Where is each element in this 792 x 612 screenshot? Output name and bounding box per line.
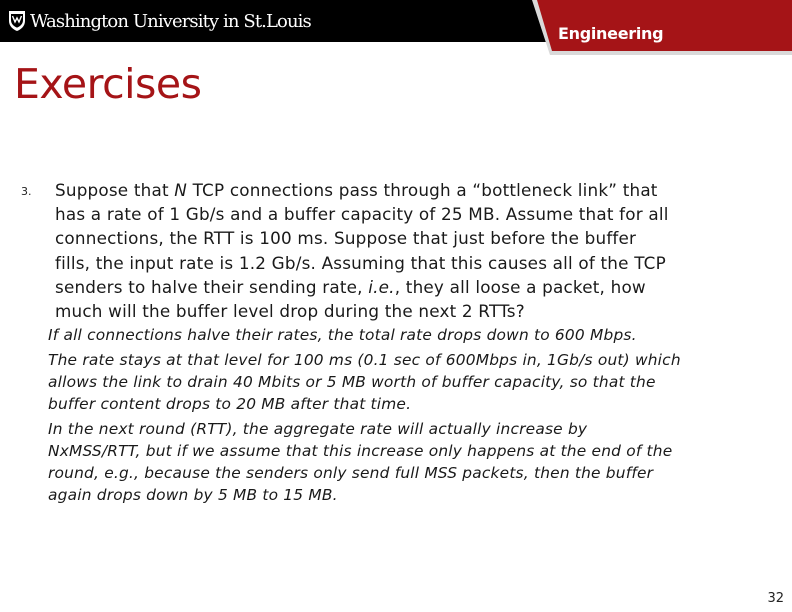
answer-line: again drops down by 5 MB to 15 MB. [48,486,338,504]
exercise-number: 3. [21,185,32,198]
question-line: senders to halve their sending rate, i.e., they all loose a packet, how [55,276,646,297]
answer-line: round, e.g., because the senders only send full MSS packets, then the buffer [48,464,654,482]
university-logo-text: Washington University in St.Louis [30,10,311,32]
answer-line: allows the link to drain 40 Mbits or 5 MB worth of buffer capacity, so that the [48,373,656,391]
answer-line: The rate stays at that level for 100 ms (0.1 sec of 600Mbps in, 1Gb/s out) which [48,351,681,369]
question-line: has a rate of 1 Gb/s and a buffer capacity of 25 MB. Assume that for all [55,204,669,225]
question-line: fills, the input rate is 1.2 Gb/s. Assuming that this causes all of the TCP [55,252,666,273]
page-number: 32 [767,591,784,606]
question-line: connections, the RTT is 100 ms. Suppose that just before the buffer [55,228,637,249]
answer-section [48,324,788,509]
engineering-label: Engineering [558,24,664,43]
engineering-tab[interactable] [532,0,792,55]
answer-line: NxMSS/RTT, but if we assume that this increase only happens at the end of the [48,442,673,460]
page-title: Exercises [14,60,202,108]
answer-block [48,324,788,346]
answer-line: If all connections halve their rates, the total rate drops down to 600 Mbps. [48,326,637,344]
answer-line: buffer content drops to 20 MB after that time. [48,395,412,413]
university-logo[interactable] [8,9,311,33]
question-line: Suppose that N TCP connections pass through a “bottleneck link” that [55,180,658,200]
answer-block [48,349,788,415]
answer-line: In the next round (RTT), the aggregate rate will actually increase by [48,420,588,438]
question-line: much will the buffer level drop during the next 2 RTTs? [55,301,525,322]
exercise-question [55,178,785,323]
answer-block [48,418,788,506]
wustl-shield-icon [8,10,26,32]
